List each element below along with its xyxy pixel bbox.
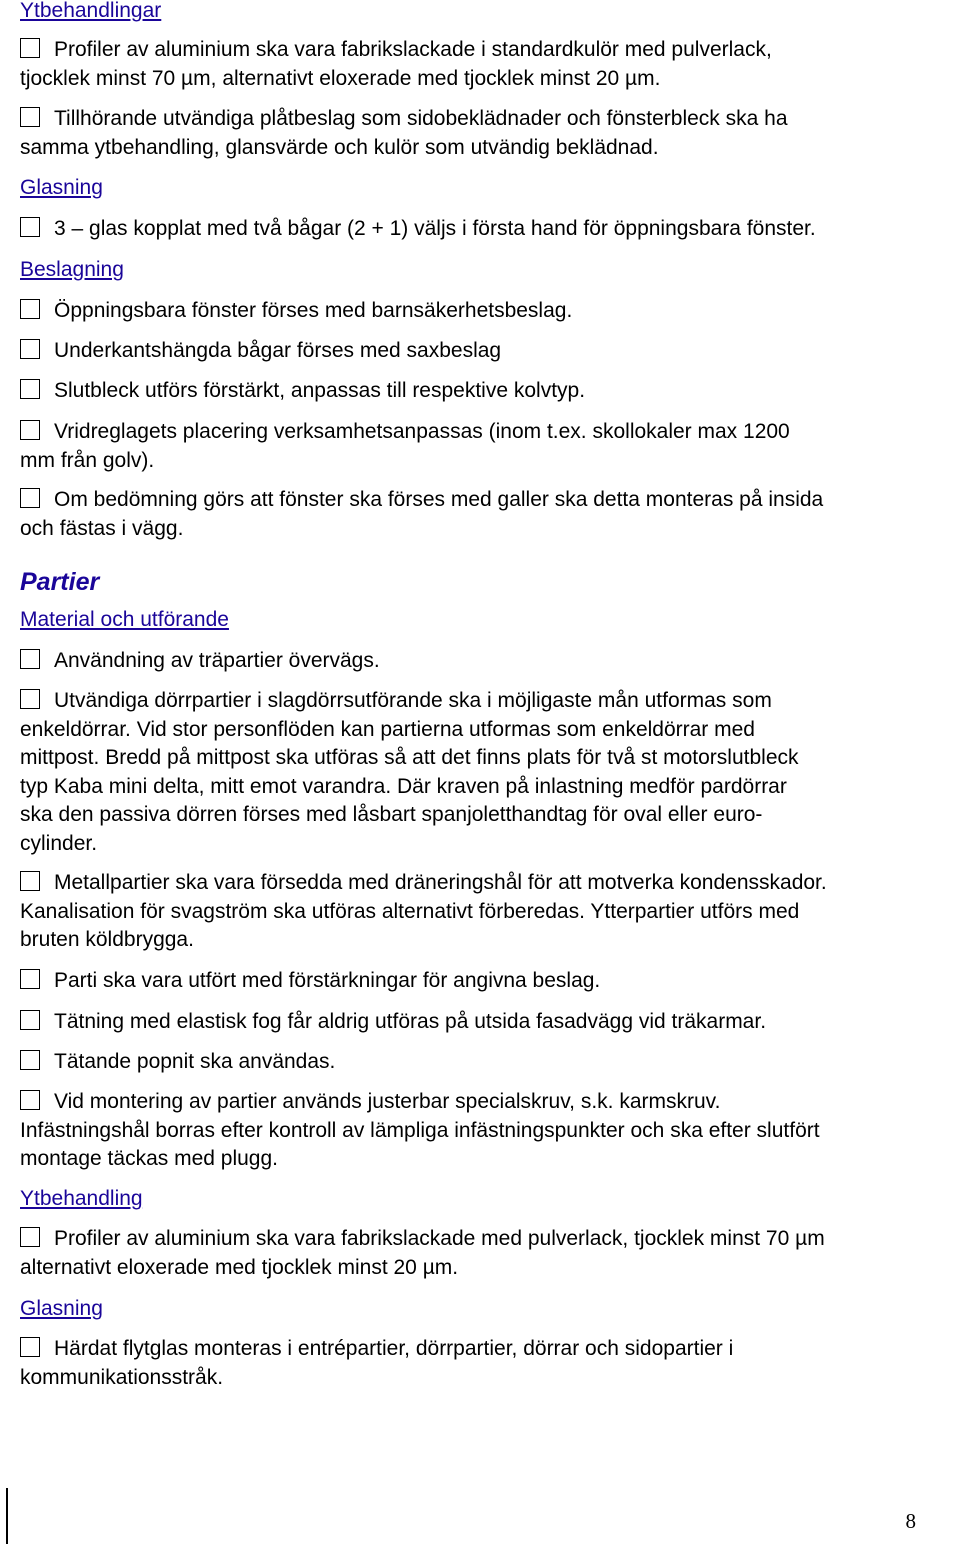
checkbox[interactable] — [20, 1010, 40, 1030]
checklist-item: Underkantshängda bågar förses med saxbeslag — [20, 337, 955, 366]
checkbox[interactable] — [20, 1050, 40, 1070]
checkbox[interactable] — [20, 379, 40, 399]
checklist-item: Vridreglagets placering verksamhetsanpassas (inom t.ex. skollokaler max 1200 mm från golv). — [20, 420, 790, 472]
checkbox[interactable] — [20, 488, 40, 508]
page-number: 8 — [905, 1509, 916, 1533]
heading-ytbehandling: Ytbehandling — [20, 1187, 143, 1210]
checklist-item: Vid montering av partier används justerbar specialskruv, s.k. karmskruv. Infästningshål borras efter kontroll av lämpliga infästningspunkter och ska efter slutfört montage täckas med plugg. — [20, 1090, 820, 1170]
heading-ytbehandlingar: Ytbehandlingar — [20, 0, 162, 22]
checkbox[interactable] — [20, 969, 40, 989]
checkbox[interactable] — [20, 1337, 40, 1357]
checklist-item: Om bedömning görs att fönster ska förses med galler ska detta monteras på insida och fästas i vägg. — [20, 488, 824, 540]
checklist-item: Profiler av aluminium ska vara fabrikslackade i standardkulör med pulverlack, tjocklek minst 70 µm, alternativt eloxerade med tjocklek minst 20 µm. — [20, 38, 772, 90]
checkbox[interactable] — [20, 1090, 40, 1110]
checklist-item: Tätande popnit ska användas. — [20, 1048, 955, 1077]
checkbox[interactable] — [20, 217, 40, 237]
checklist-item: Tätning med elastisk fog får aldrig utföras på utsida fasadvägg vid träkarmar. — [20, 1008, 955, 1037]
margin-rule — [6, 1488, 8, 1544]
checkbox[interactable] — [20, 1227, 40, 1247]
checklist-item: Slutbleck utförs förstärkt, anpassas till respektive kolvtyp. — [20, 377, 955, 406]
checkbox[interactable] — [20, 299, 40, 319]
checklist-item: Öppningsbara fönster förses med barnsäkerhetsbeslag. — [20, 297, 955, 326]
checklist-item: Utvändiga dörrpartier i slagdörrsutförande ska i möjligaste mån utformas som enkeldörrar. Vid stor personflöden kan partierna utformas som enkeldörrar med mittpost. Bredd på mittpost ska utföras så att det finns plats för två st motorslutbleck typ Kaba mini delta, mitt emot varandra. Där kraven på inlastning medför pardörrar ska den passiva dörren förses med låsbart spanjoletthandtag för oval eller euro- cylinder. — [20, 689, 799, 855]
heading-material: Material och utförande — [20, 608, 229, 631]
checklist-item: Användning av träpartier övervägs. — [20, 647, 955, 676]
checkbox[interactable] — [20, 871, 40, 891]
checklist-item: 3 – glas kopplat med två bågar (2 + 1) väljs i första hand för öppningsbara fönster. — [20, 215, 955, 244]
checklist-item: Metallpartier ska vara försedda med dräneringshål för att motverka kondensskador. Kanalisation för svagström ska utföras alternativt förberedas. Ytterpartier utförs med bruten köldbrygga. — [20, 871, 827, 951]
checkbox[interactable] — [20, 689, 40, 709]
checkbox[interactable] — [20, 420, 40, 440]
checklist-item: Parti ska vara utfört med förstärkningar för angivna beslag. — [20, 967, 955, 996]
checkbox[interactable] — [20, 107, 40, 127]
checkbox[interactable] — [20, 339, 40, 359]
heading-beslagning: Beslagning — [20, 258, 124, 281]
heading-glasning: Glasning — [20, 176, 103, 199]
checkbox[interactable] — [20, 38, 40, 58]
checklist-item: Profiler av aluminium ska vara fabrikslackade med pulverlack, tjocklek minst 70 µm alternativt eloxerade med tjocklek minst 20 µm. — [20, 1227, 825, 1279]
checklist-item: Tillhörande utvändiga plåtbeslag som sidobeklädnader och fönsterbleck ska ha samma ytbehandling, glansvärde och kulör som utvändig beklädnad. — [20, 107, 788, 159]
heading-glasning: Glasning — [20, 1297, 103, 1320]
checklist-item: Härdat flytglas monteras i entrépartier, dörrpartier, dörrar och sidopartier i kommunikationsstråk. — [20, 1337, 734, 1389]
checkbox[interactable] — [20, 649, 40, 669]
heading-partier: Partier — [20, 568, 100, 596]
